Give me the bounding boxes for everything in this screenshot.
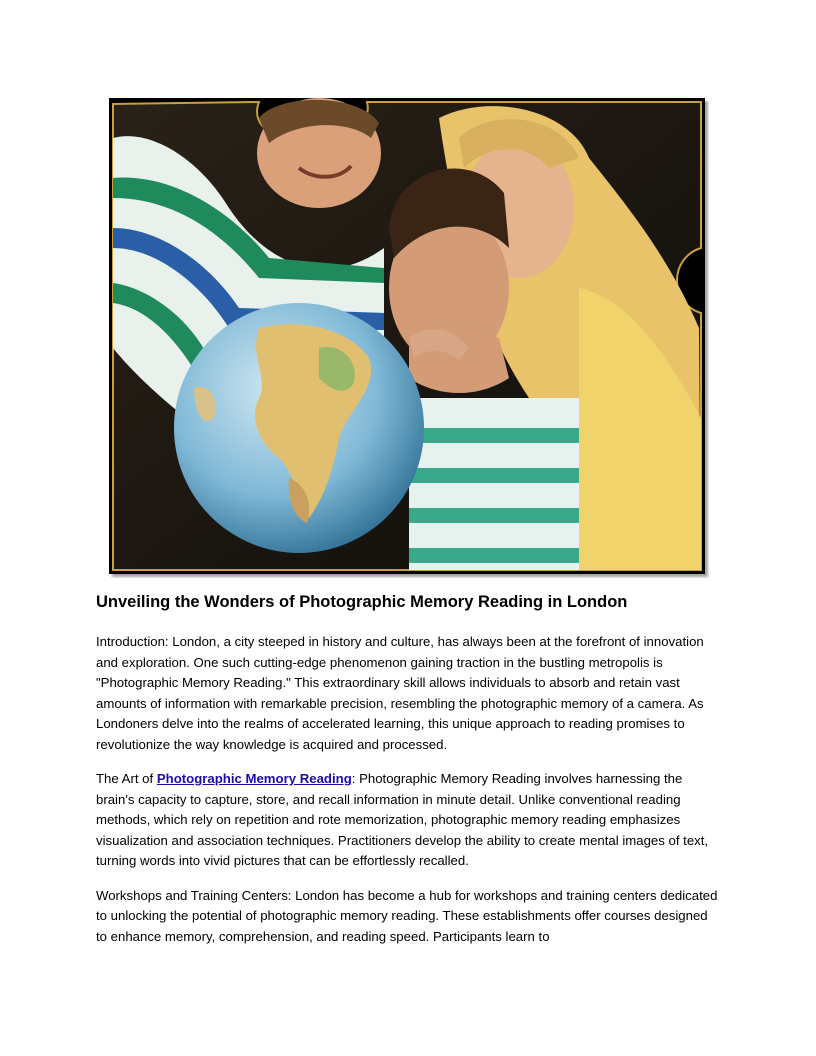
workshops-paragraph: Workshops and Training Centers: London has become a hub for workshops and training centers dedicated to unlocking the potential of photographic memory reading. These establishments offer courses designed to enhance memory, comprehension, and reading speed. Participants learn to	[96, 887, 718, 944]
art-suffix: : Photographic Memory Reading involves harnessing the brain's capacity to capture, store, and recall information in minute detail. Unlike conventional reading methods, which rely on repetition and rote memorization, photographic memory reading emphasizes visualization and association techniques. Practitioners develop the ability to create mental images of text, turning words into vivid pictures that can be effortlessly recalled.	[96, 771, 709, 868]
photographic-memory-reading-link[interactable]: Photographic Memory Reading	[156, 771, 352, 786]
hero-image	[109, 98, 705, 574]
art-prefix: The Art of	[96, 771, 157, 786]
article-title: Unveiling the Wonders of Photographic Memory Reading in London	[96, 593, 628, 611]
intro-paragraph: Introduction: London, a city steeped in history and culture, has always been at the forefront of innovation and exploration. One such cutting-edge phenomenon gaining traction in the bustling metropolis is "Photographic Memory Reading." This extraordinary skill allows individuals to absorb and retain vast amounts of information with remarkable precision, resembling the photographic memory of a camera. As Londoners delve into the realms of accelerated learning, this unique approach to reading promises to revolutionize the way knowledge is acquired and processed.	[96, 634, 704, 752]
children-with-globe-photo	[109, 98, 705, 574]
globe	[174, 303, 424, 553]
art-paragraph	[96, 769, 720, 872]
article-body	[96, 590, 720, 961]
